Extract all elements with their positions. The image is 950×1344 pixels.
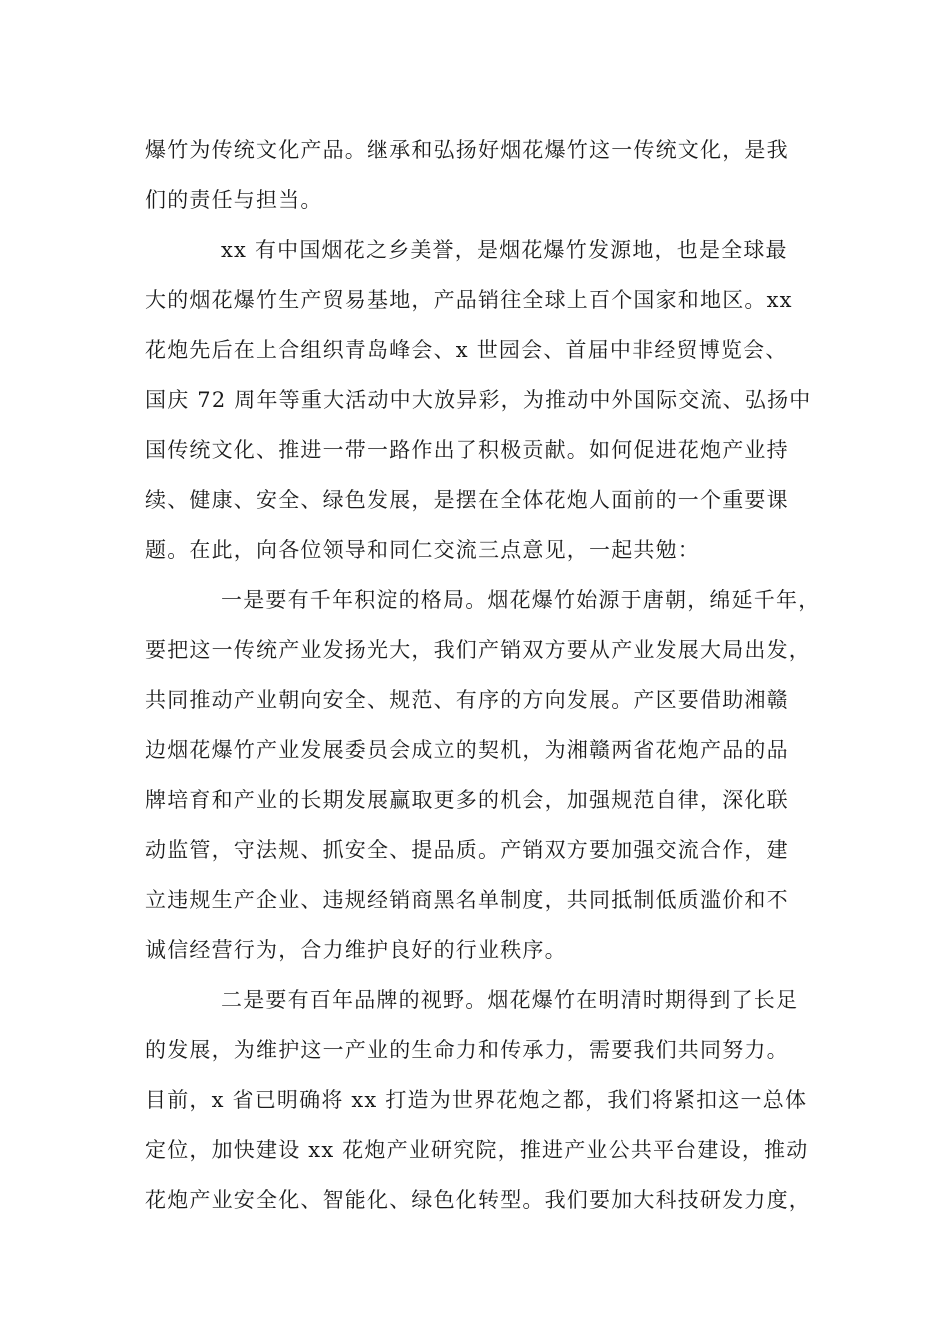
text-line: 们的责任与担当。 — [145, 188, 323, 212]
text-line: 国传统文化、推进一带一路作出了积极贡献。如何促进花炮产业持 — [145, 438, 789, 462]
text-line: 大的烟花爆竹生产贸易基地，产品销往全球上百个国家和地区。xx — [145, 288, 793, 312]
text-line: 要把这一传统产业发扬光大，我们产销双方要从产业发展大局出发， — [145, 638, 811, 662]
text-line: 立违规生产企业、违规经销商黑名单制度，共同抵制低质滥价和不 — [145, 888, 789, 912]
text-line: 续、健康、安全、绿色发展，是摆在全体花炮人面前的一个重要课 — [145, 488, 789, 512]
paragraph-start-line: 一是要有千年积淀的格局。烟花爆竹始源于唐朝，绵延千年， — [221, 588, 821, 612]
paragraph-start-line: 二是要有百年品牌的视野。烟花爆竹在明清时期得到了长足 — [221, 988, 799, 1012]
text-line: 目前，x 省已明确将 xx 打造为世界花炮之都，我们将紧扣这一总体 — [145, 1088, 808, 1112]
text-line: 国庆 72 周年等重大活动中大放异彩，为推动中外国际交流、弘扬中 — [145, 388, 812, 412]
text-line: 边烟花爆竹产业发展委员会成立的契机，为湘赣两省花炮产品的品 — [145, 738, 789, 762]
text-line: 花炮产业安全化、智能化、绿色化转型。我们要加大科技研发力度， — [145, 1188, 811, 1212]
text-line: 诚信经营行为，合力维护良好的行业秩序。 — [145, 938, 567, 962]
text-line: 动监管，守法规、抓安全、提品质。产销双方要加强交流合作，建 — [145, 838, 789, 862]
text-line: 花炮先后在上合组织青岛峰会、x 世园会、首届中非经贸博览会、 — [145, 338, 788, 362]
paragraph-start-line: xx 有中国烟花之乡美誉，是烟花爆竹发源地，也是全球最 — [221, 238, 788, 262]
text-line: 的发展，为维护这一产业的生命力和传承力，需要我们共同努力。 — [145, 1038, 789, 1062]
text-line: 共同推动产业朝向安全、规范、有序的方向发展。产区要借助湘赣 — [145, 688, 789, 712]
document-body — [145, 125, 825, 1225]
text-line: 定位，加快建设 xx 花炮产业研究院，推进产业公共平台建设，推动 — [145, 1138, 809, 1162]
text-line: 题。在此，向各位领导和同仁交流三点意见，一起共勉： — [145, 538, 700, 562]
text-line: 爆竹为传统文化产品。继承和弘扬好烟花爆竹这一传统文化，是我 — [145, 138, 789, 162]
text-line: 牌培育和产业的长期发展赢取更多的机会，加强规范自律，深化联 — [145, 788, 789, 812]
